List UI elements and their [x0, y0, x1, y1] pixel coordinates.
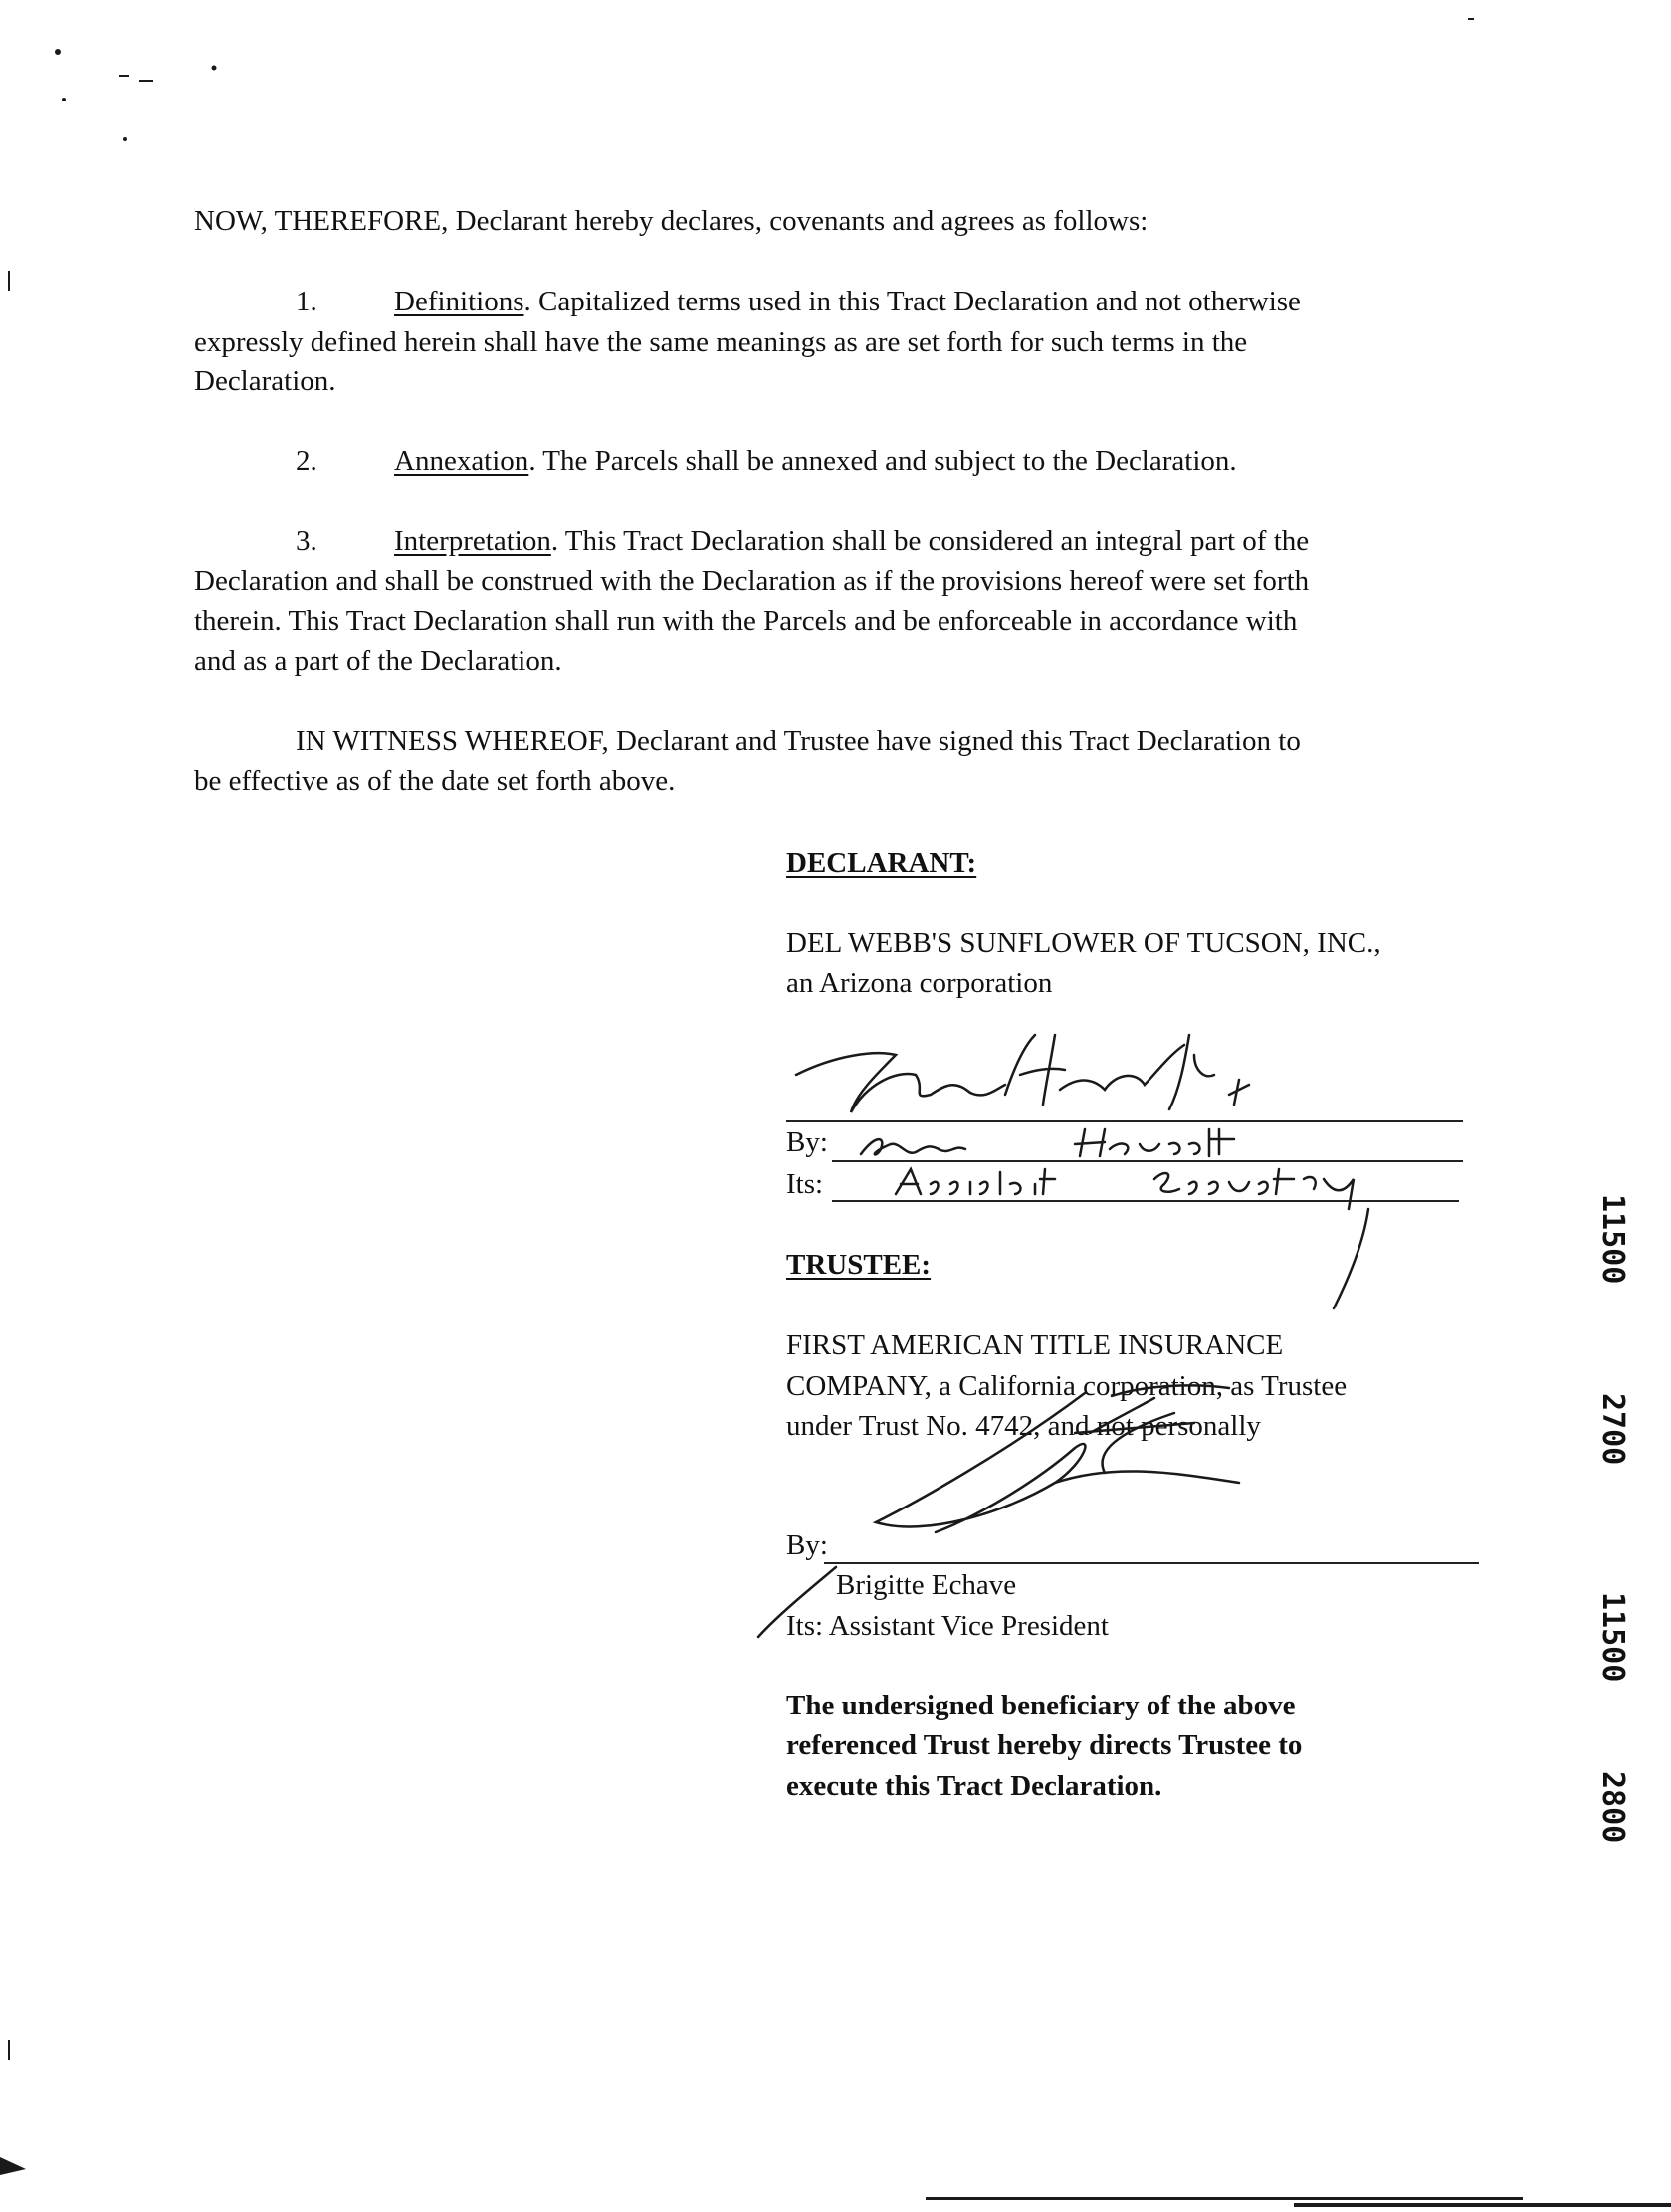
- item-number: 1.: [296, 286, 317, 317]
- item-paragraph: [394, 441, 1237, 482]
- item-line: Declaration.: [194, 365, 336, 397]
- trustee-signer-name: Brigitte Echave: [836, 1569, 1017, 1601]
- item-paragraph: [394, 521, 1309, 562]
- declarant-description: an Arizona corporation: [786, 967, 1053, 999]
- declarant-company: DEL WEBB'S SUNFLOWER OF TUCSON, INC.,: [786, 927, 1381, 959]
- item-title: Interpretation: [394, 525, 551, 557]
- beneficiary-note-line: referenced Trust hereby directs Trustee to: [786, 1729, 1303, 1761]
- item-line: and as a part of the Declaration.: [194, 645, 562, 677]
- witness-line: be effective as of the date set forth above.: [194, 765, 676, 797]
- by-line: [832, 1160, 1463, 1162]
- item-line: expressly defined herein shall have the same meanings as are set forth for such terms in the: [194, 326, 1248, 358]
- stamp-text: 2800: [1595, 1771, 1630, 1844]
- signature-line: [786, 1120, 1463, 1122]
- side-stamp-low: [1592, 1592, 1632, 1688]
- side-stamp-mid: [1592, 1393, 1632, 1471]
- by-label: By:: [786, 1126, 828, 1158]
- stamp-text: 11500: [1595, 1592, 1630, 1683]
- item-line: Declaration and shall be construed with the Declaration as if the provisions hereof were set forth: [194, 565, 1310, 597]
- its-label: Its:: [786, 1168, 824, 1200]
- trustee-line: under Trust No. 4742, and not personally: [786, 1410, 1261, 1442]
- item-line: . This Tract Declaration shall be considered an integral part of the: [550, 525, 1310, 557]
- trustee-by-label: By:: [786, 1529, 828, 1561]
- by-handwriting: [861, 1129, 1234, 1156]
- item-number: 2.: [296, 445, 317, 477]
- beneficiary-note-line: The undersigned beneficiary of the above: [786, 1690, 1296, 1721]
- beneficiary-note-line: execute this Tract Declaration.: [786, 1770, 1162, 1802]
- intro-text: NOW, THEREFORE, Declarant hereby declares, covenants and agrees as follows:: [194, 205, 1149, 237]
- item-line: . Capitalized terms used in this Tract Declaration and not otherwise: [523, 286, 1301, 317]
- trustee-line: COMPANY, a California corporation, as Trustee: [786, 1370, 1348, 1402]
- trustee-heading: TRUSTEE:: [786, 1249, 932, 1281]
- trustee-line: FIRST AMERICAN TITLE INSURANCE: [786, 1329, 1284, 1361]
- declarant-signature: [796, 1035, 1249, 1112]
- trustee-signer-title: Its: Assistant Vice President: [786, 1610, 1109, 1642]
- item-line: therein. This Tract Declaration shall run with the Parcels and be enforceable in accordance with: [194, 605, 1298, 637]
- item-number: 3.: [296, 525, 317, 557]
- item-line: . The Parcels shall be annexed and subject to the Declaration.: [528, 445, 1237, 477]
- its-line: [832, 1200, 1459, 1202]
- item-paragraph: [394, 282, 1301, 322]
- witness-line: IN WITNESS WHEREOF, Declarant and Trustee have signed this Tract Declaration to: [296, 725, 1301, 757]
- stamp-text: 11500: [1595, 1194, 1630, 1285]
- side-stamp-top: [1592, 1194, 1632, 1290]
- item-title: Annexation: [394, 445, 529, 477]
- stamp-text: 2700: [1595, 1393, 1630, 1466]
- declarant-heading: DECLARANT:: [786, 847, 977, 879]
- side-stamp-bottom: [1592, 1771, 1632, 1849]
- trustee-signature-line: [824, 1562, 1479, 1564]
- its-handwriting: [896, 1169, 1368, 1308]
- item-title: Definitions: [394, 286, 524, 317]
